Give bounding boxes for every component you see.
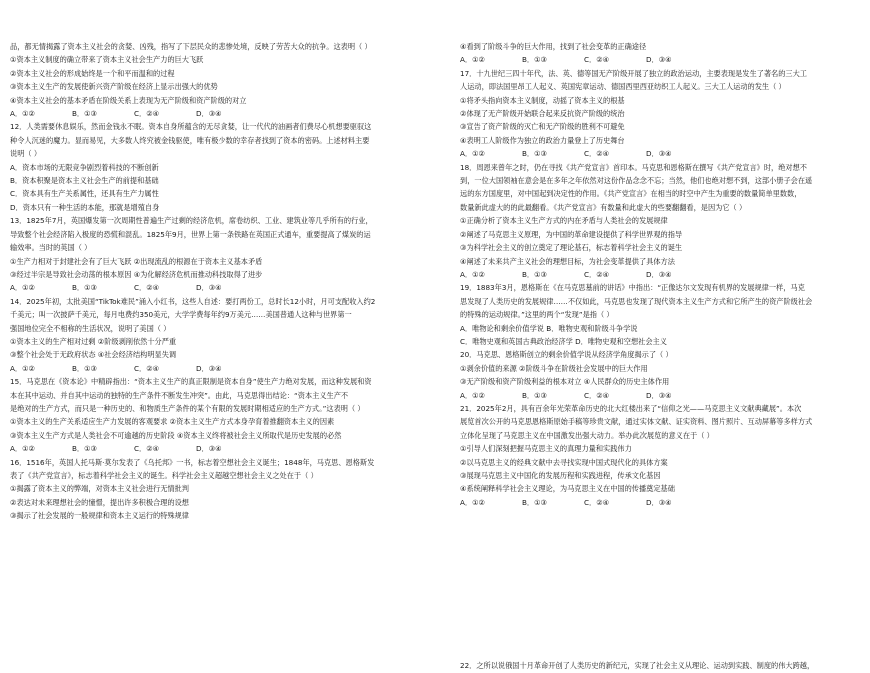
right-text-line: 的特殊的运动规律。”这里的两个“发现”是指（ ） xyxy=(460,310,614,320)
answer-option: D．③④ xyxy=(196,444,222,454)
right-text-line: 17．十九世纪三四十年代，法、英、德等国无产阶级开展了独立的政治运动，主要表现是发生了著名的三大工 xyxy=(460,68,807,78)
left-text-line: A．资本市场的无限竞争剧烈着科技的不断创新 xyxy=(10,162,159,172)
right-text-line: ②以马克思主义的经典文献中去寻找实现中国式现代化的具体方案 xyxy=(460,457,668,467)
answer-option: A．①② xyxy=(460,149,485,159)
answer-option: C．②④ xyxy=(584,149,610,159)
answer-option: A．①② xyxy=(10,444,35,454)
left-text-line: C．资本具有生产关系属性，还具有生产力属性 xyxy=(10,189,159,199)
left-text-line: 强国地位完全不相称的生活状况，说明了美国（ ） xyxy=(10,323,171,333)
left-text-line: ①揭露了资本主义的弊端，对资本主义社会进行无情批判 xyxy=(10,484,189,494)
right-text-line: ④阐述了未来共产主义社会的理想目标，为社会变革提供了具体方法 xyxy=(460,256,675,266)
right-answer-options xyxy=(460,389,860,402)
answer-option: A．①② xyxy=(460,497,485,507)
right-text-line: 20．马克思、恩格斯创立的剩余价值学说从经济学角度揭示了（ ） xyxy=(460,350,673,360)
answer-option: D．③④ xyxy=(196,363,222,373)
left-column xyxy=(10,40,410,615)
left-text-line: ③整个社会处于无政府状态 ④社会经济结构明显失调 xyxy=(10,350,177,360)
answer-option: A．①② xyxy=(10,283,35,293)
right-text-line: 数量新此虚大的的此最翻看。《共产党宣言》有数量和此虚大的些要翻翻看，是因为它（ ） xyxy=(460,202,747,212)
answer-option: C．②④ xyxy=(134,444,160,454)
right-text-line: 展览首次公开的马克思恩格斯原始手稿等珍贵文献，通过实体文献、证实资料、图片照片、互动屏幕等多样方式 xyxy=(460,417,813,427)
answer-option: B．①③ xyxy=(522,269,548,279)
right-answer-options xyxy=(460,496,860,509)
right-text-line: ④系统阐释科学社会主义理论，为马克思主义在中国的传播奠定基础 xyxy=(460,484,675,494)
blank-space xyxy=(460,509,860,659)
right-column xyxy=(460,40,860,671)
answer-option: D．③④ xyxy=(646,269,672,279)
answer-option: B．①③ xyxy=(522,497,548,507)
left-text-line: 16．1516年，英国人托马斯·莫尔发表了《乌托邦》一书，标志着空想社会主义诞生；1848年，马克思、恩格斯发 xyxy=(10,457,375,467)
left-text-line: ②表达对未来理想社会的憧憬，提出许多积极合理的设想 xyxy=(10,497,189,507)
right-text-line: C．唯物史观和英国古典政治经济学 D．唯物史观和空想社会主义 xyxy=(460,336,667,346)
answer-option: B．①③ xyxy=(72,283,98,293)
right-text-line: ①引导人们深刻把握马克思主义的真理力量和实践伟力 xyxy=(460,444,632,454)
right-answer-options xyxy=(460,53,860,66)
answer-option: D．③④ xyxy=(196,109,222,119)
answer-option: B．①③ xyxy=(522,149,548,159)
left-text-line: ②资本主义社会的形成始终是一个和平而温和的过程 xyxy=(10,68,175,78)
left-text-line: ③资本主义生产方式是人类社会不可逾越的历史阶段 ④资本主义终将被社会主义所取代是历史发展的必然 xyxy=(10,430,342,440)
answer-option: C．②④ xyxy=(584,497,610,507)
left-text-line: 本在其中运动、并自其中运动的独特的生产条件不断发生冲突”。由此，马克思得出结论：“资本主义生产不 xyxy=(10,390,349,400)
left-text-line: ③揭示了社会发展的一般规律和资本主义运行的特殊规律 xyxy=(10,511,189,521)
left-text-line: ①资本主义的生产关系适应生产力发展的客观要求 ②资本主义生产方式本身孕育着推翻资本主义的因素 xyxy=(10,417,335,427)
answer-option: C．②④ xyxy=(134,283,160,293)
answer-option: C．②④ xyxy=(134,109,160,119)
answer-option: B．①③ xyxy=(72,109,98,119)
answer-option: A．①② xyxy=(10,363,35,373)
right-text-line: 立体化呈现了马克思主义在中国激发出强大动力。举办此次展览的意义在于（ ） xyxy=(460,430,714,440)
left-text-line: 种令人沉迷的魔力。显而易见，大多数人终究被金钱驱使，唯有极少数的幸存者找到了资本的密码。上述材料主要 xyxy=(10,135,370,145)
answer-option: B．①③ xyxy=(522,55,548,65)
answer-option: C．②④ xyxy=(134,363,160,373)
right-answer-options xyxy=(460,268,860,281)
right-text-line: ②体现了无产阶级开始联合起来反抗资产阶级的统治 xyxy=(460,109,625,119)
left-text-line: B．资本积聚是资本主义社会生产的前提和基础 xyxy=(10,176,159,186)
left-text-line: 说明（ ） xyxy=(10,149,42,159)
right-answer-options xyxy=(460,147,860,160)
left-text-line: 13．1825年7月，英国爆发第一次周期性普遍生产过剩的经济危机，席卷纺织、工业、建筑业等几乎所有的行业， xyxy=(10,216,373,226)
left-answer-options xyxy=(10,281,410,294)
right-text-line: 思发现了人类历史的发展规律……不仅如此，马克思也发现了现代资本主义生产方式和它所产生的资产阶级社会 xyxy=(460,296,813,306)
answer-option: D．③④ xyxy=(646,55,672,65)
answer-option: A．①② xyxy=(460,55,485,65)
left-text-line: 12．人类需要休息娱乐，然而金钱永不眠。资本自身所蕴含的无尽贪婪，让一代代的油画者们费尽心机想要驱驭这 xyxy=(10,122,372,132)
right-text-line: A．唯物论和剩余价值学说 B．唯物史观和阶级斗争学说 xyxy=(460,323,638,333)
answer-option: B．①③ xyxy=(72,363,98,373)
left-text-line: 品，都无情揭露了资本主义社会的贪婪、凶残，指写了下层民众的悲惨处境，反映了劳苦大众的抗争。这表明（ ） xyxy=(10,42,372,51)
right-text-line: ④表明工人阶级作为独立的政治力量登上了历史舞台 xyxy=(460,135,625,145)
answer-option: C．②④ xyxy=(584,390,610,400)
left-text-line: ③经过半宗是导致社会动荡的根本原因 ④为化解经济危机而推动科技取得了进步 xyxy=(10,269,263,279)
left-text-line: 15．马克思在《资本论》中精辟指出：“资本主义生产的真正限制是资本自身”使生产力绝对发展，而这种发展和资 xyxy=(10,377,372,387)
answer-option: C．②④ xyxy=(584,55,610,65)
right-text-line: 到，一位大国领袖在意会是在多年之年依然对这份作品念念不忘；当然，他们也绝对想不到，这部小册子会在遥 xyxy=(460,176,813,186)
right-text-line: 远的东方国度里，对中国起到决定性的作用。《共产党宣言》在相当的时空中产生为重要的数量简单里数数， xyxy=(460,189,802,199)
right-text-line: ②阐述了马克思主义原理，为中国的革命建设提供了科学世界观的指导 xyxy=(460,229,683,239)
answer-option: A．①② xyxy=(460,390,485,400)
left-text-line: ①资本主义制度的确立带来了资本主义社会生产力的巨大飞跃 xyxy=(10,55,204,65)
right-text-line: 19．1883年3月，恩格斯在《在马克思墓前的讲话》中指出：“正像达尔文发现有机界的发展规律一样，马克 xyxy=(460,283,805,293)
right-text-line: ③展现马克思主义中国化的发展历程和实践进程，传承文化基因 xyxy=(460,471,661,480)
left-answer-options xyxy=(10,442,410,455)
answer-option: C．②④ xyxy=(584,269,610,279)
left-text-line: 表了《共产党宣言》，标志着科学社会主义的诞生。科学社会主义超越空想社会主义之处在于（ ） xyxy=(10,471,318,480)
right-text-line: 18．周恩来曾年之时，仍在寻找《共产党宣言》首印本。马克思和恩格斯在撰写《共产党宣言》时，绝对想不 xyxy=(460,162,807,172)
left-text-line: ①生产力相对于封建社会有了巨大飞跃 ②出现流乱的根源在于资本主义基本矛盾 xyxy=(10,256,263,266)
left-text-line: 14．2025年初，太批美国“TikTok难民”涌入小红书，这些人自述：要打两份工，总时长12小时，月可支配收入约2 xyxy=(10,296,376,306)
right-text-line: ③宣告了资产阶级的灭亡和无产阶级的胜利不可避免 xyxy=(460,122,625,132)
left-text-line: ③资本主义生产的发展使新兴资产阶级在经济上显示出强大的优势 xyxy=(10,82,218,92)
right-text-line: 人运动，即法国里昂工人起义、英国宪章运动、德国西里西亚纺织工人起义。三大工人运动的发生（ ） xyxy=(460,82,786,92)
left-text-line: 千美元；叫一次披萨千美元，每月电费约350美元，大学学费每年约9万美元……美国普通人这种与世界第一 xyxy=(10,310,352,320)
answer-option: D．③④ xyxy=(646,497,672,507)
right-text-line: ①剥余价值的来源 ②阶级斗争在阶级社会发展中的巨大作用 xyxy=(460,363,648,373)
left-text-line: ④资本主义社会的基本矛盾在阶级关系上表现为无产阶级和资产阶级的对立 xyxy=(10,95,247,105)
right-text-line: 22．之所以说俄国十月革命开创了人类历史的新纪元，实现了社会主义从理论、运动到实践、制度的伟大跨越， xyxy=(460,661,815,671)
right-text-line: ③为科学社会主义的创立奠定了理论基石，标志着科学社会主义的诞生 xyxy=(460,243,683,253)
answer-option: B．①③ xyxy=(522,390,548,400)
right-text-line: 21．2025年2月，具有百余年光荣革命历史的北大红楼出来了“信仰之光——马克思主义文献典藏展”。本次 xyxy=(460,403,802,413)
right-text-line: ①正确分析了资本主义生产方式的内在矛盾与人类社会的发展规律 xyxy=(460,216,668,226)
left-text-line: D．资本只有一种生活的本能，那就是增殖自身 xyxy=(10,202,160,212)
right-text-line: ④看到了阶级斗争的巨大作用，找到了社会变革的正确途径 xyxy=(460,42,647,51)
right-text-line: ③无产阶级和资产阶级利益的根本对立 ④人民群众的历史主体作用 xyxy=(460,377,670,387)
answer-option: B．①③ xyxy=(72,444,98,454)
left-answer-options xyxy=(10,362,410,375)
left-text-line: ①资本主义的生产相对过剩 ②阶级剥削依然十分严重 xyxy=(10,336,177,346)
answer-option: D．③④ xyxy=(196,283,222,293)
answer-option: D．③④ xyxy=(646,149,672,159)
answer-option: D．③④ xyxy=(646,390,672,400)
right-text-line: ①将矛头指向资本主义制度，动摇了资本主义的根基 xyxy=(460,95,625,105)
left-text-line: 导致整个社会经济陷入极度的恐慌和混乱。1825年9月，世界上第一条铁路在英国正式通车，重要提高了煤炭的运 xyxy=(10,229,371,239)
left-answer-options xyxy=(10,107,410,120)
left-text-line: 输效率。当时的英国（ ） xyxy=(10,243,92,253)
answer-option: A．①② xyxy=(460,269,485,279)
answer-option: A．①② xyxy=(10,109,35,119)
left-text-line: 是绝对的生产方式，而只是一种历史的、和物质生产条件的某个有限的发展时期相适应的生产方式。”这表明（ ） xyxy=(10,403,365,413)
